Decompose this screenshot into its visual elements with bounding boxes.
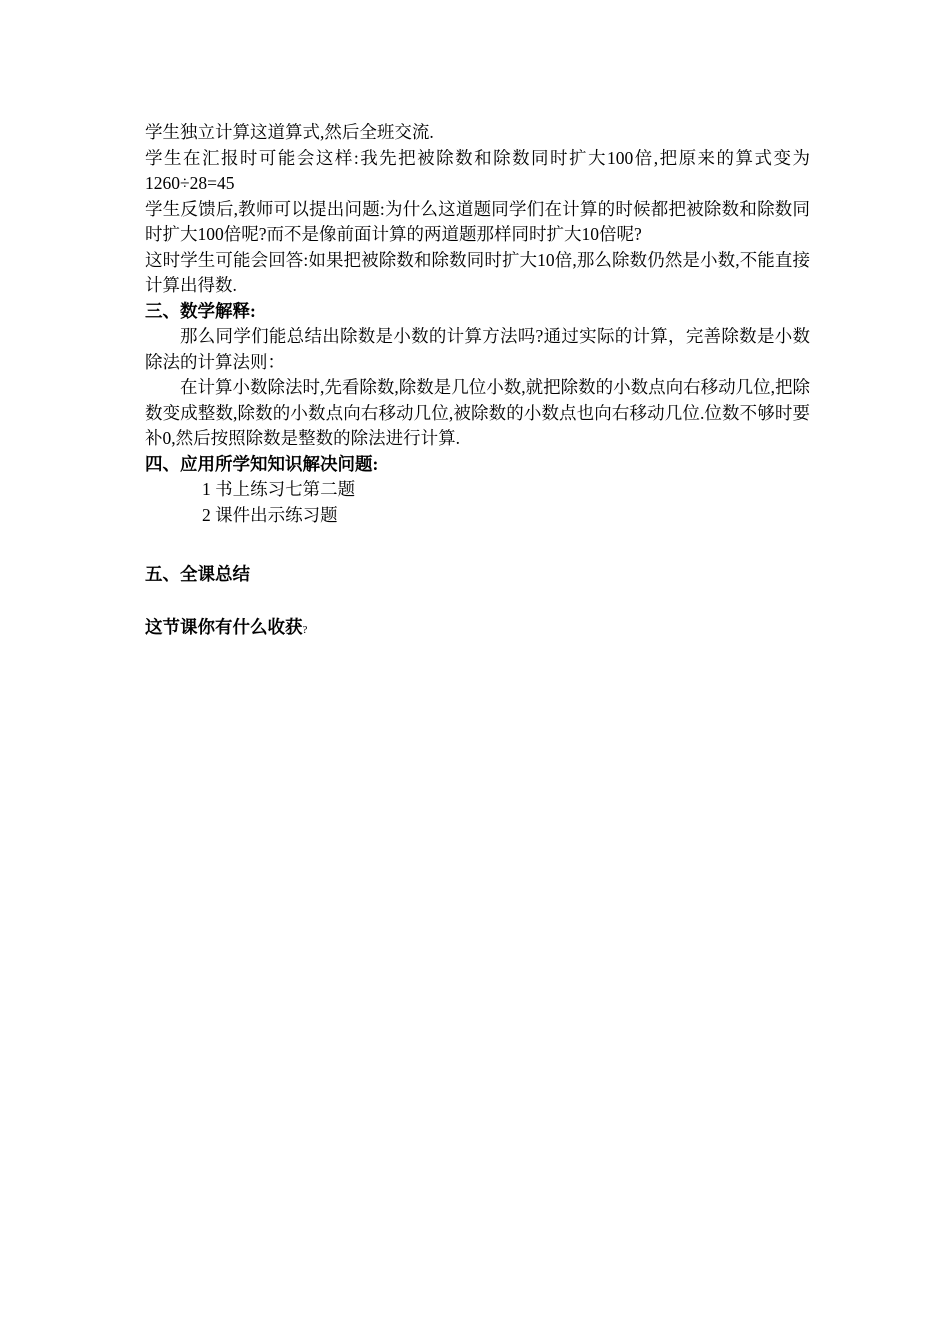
paragraph-teacher-question: 学生反馈后,教师可以提出问题:为什么这道题同学们在计算的时候都把被除数和除数同时扩大100倍呢?而不是像前面计算的两道题那样同时扩大10倍呢? <box>145 198 810 244</box>
document-body <box>145 120 810 643</box>
exercise-item-2: 2 课件出示练习题 <box>202 504 338 525</box>
paragraph-division-rule: 在计算小数除法时,先看除数,除数是几位小数,就把除数的小数点向右移动几位,把除数变成整数,除数的小数点向右移动几位,被除数的小数点也向右移动几位.位数不够时要补0,然后按照除数是整数的除法进行计算. <box>145 377 810 448</box>
paragraph-student-report: 学生在汇报时可能会这样:我先把被除数和除数同时扩大100倍,把原来的算式变为1260÷28=45 <box>145 147 810 193</box>
summary-question-mark: ? <box>302 623 308 636</box>
summary-question-text: 这节课你有什么收获 <box>145 616 303 637</box>
exercise-item-1: 1 书上练习七第二题 <box>202 479 356 499</box>
section-heading-apply-knowledge: 四、应用所学知知识解决问题: <box>145 453 379 474</box>
paragraph-independent-calculation: 学生独立计算这道算式,然后全班交流. <box>145 122 434 142</box>
spacer <box>145 588 810 615</box>
summary-question <box>145 615 810 644</box>
spacer <box>145 528 810 562</box>
paragraph-student-answer: 这时学生可能会回答:如果把被除数和除数同时扩大10倍,那么除数仍然是小数,不能直接计算出得数. <box>145 249 810 295</box>
paragraph-summary-question: 那么同学们能总结出除数是小数的计算方法吗?通过实际的计算，完善除数是小数除法的计算法则： <box>145 326 810 372</box>
section-heading-lesson-summary: 五、全课总结 <box>145 564 250 584</box>
section-heading-math-explanation: 三、数学解释: <box>145 300 256 321</box>
